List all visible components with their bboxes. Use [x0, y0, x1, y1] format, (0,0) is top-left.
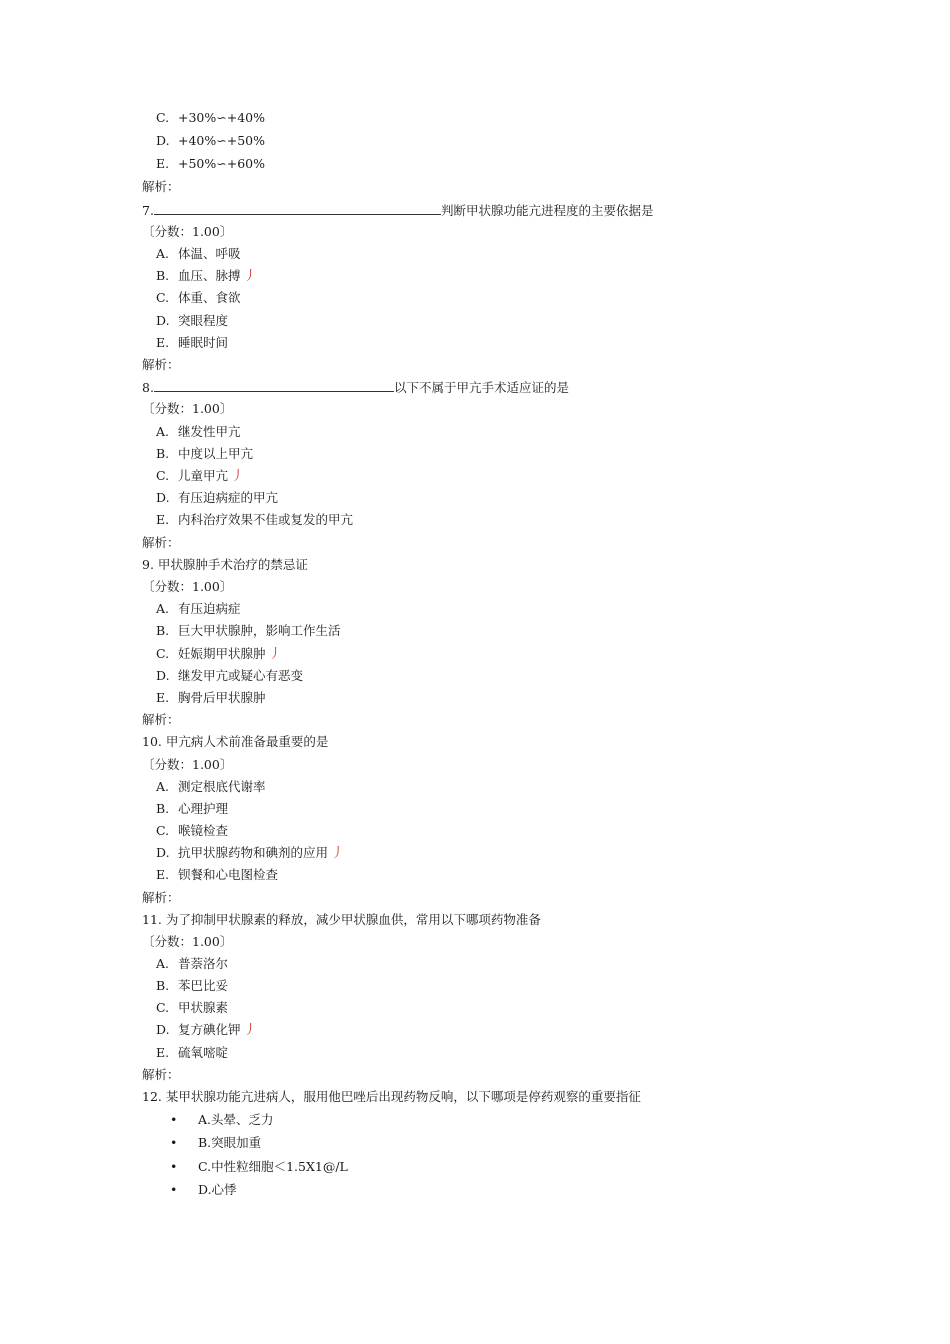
- q6-analysis: 解析：: [142, 179, 180, 194]
- q8-answer-blank: [154, 379, 394, 392]
- bullet-icon: •: [170, 1159, 178, 1174]
- q11-option-e: E. 硫氧嘧啶: [156, 1045, 229, 1060]
- correct-answer-mark: 丿: [231, 469, 245, 484]
- q6-option-e: E. +50%∽+60%: [156, 156, 265, 171]
- q9-option-c: C. 妊娠期甲状腺肿 丿: [156, 646, 282, 662]
- q11-option-a: A. 普萘洛尔: [156, 956, 229, 971]
- q7-analysis: 解析：: [142, 357, 180, 372]
- q7-answer-blank: [154, 202, 441, 215]
- q8-score: 〔分数：1.00〕: [142, 401, 233, 416]
- q9-option-a: A. 有压迫病症: [156, 601, 241, 616]
- q12-option-c: • C.中性粒细胞＜1.5X1@/L: [170, 1159, 348, 1174]
- q10-option-a: A. 测定根底代谢率: [156, 779, 266, 794]
- correct-answer-mark: 丿: [331, 846, 345, 861]
- q7-option-e: E. 睡眠时间: [156, 335, 229, 350]
- q7-stem: 7. 判断甲状腺功能亢进程度的主要依据是: [142, 203, 654, 218]
- q11-option-d: D. 复方碘化钾 丿: [156, 1022, 257, 1038]
- q10-option-c: C. 喉镜检查: [156, 823, 229, 838]
- q7-option-c: C. 体重、食欲: [156, 290, 241, 305]
- q7-option-a: A. 体温、呼吸: [156, 246, 241, 261]
- q11-title: 11. 为了抑制甲状腺素的释放，减少甲状腺血供，常用以下哪项药物准备: [142, 912, 541, 927]
- q10-option-e: E. 钡餐和心电图检查: [156, 867, 279, 882]
- bullet-icon: •: [170, 1135, 178, 1150]
- q8-analysis: 解析：: [142, 535, 180, 550]
- q9-score: 〔分数：1.00〕: [142, 579, 233, 594]
- q9-option-e: E. 胸骨后甲状腺肿: [156, 690, 266, 705]
- q6-option-d: D. +40%∽+50%: [156, 133, 265, 148]
- bullet-icon: •: [170, 1182, 178, 1197]
- q9-title: 9. 甲状腺肿手术治疗的禁忌证: [142, 557, 308, 572]
- correct-answer-mark: 丿: [243, 269, 257, 284]
- q10-option-d: D. 抗甲状腺药物和碘剂的应用 丿: [156, 845, 345, 861]
- q12-option-d: • D.心悸: [170, 1182, 237, 1197]
- q9-analysis: 解析：: [142, 712, 180, 727]
- q8-option-e: E. 内科治疗效果不佳或复发的甲亢: [156, 512, 354, 527]
- correct-answer-mark: 丿: [268, 647, 282, 662]
- q6-option-c: C. +30%∽+40%: [156, 110, 265, 125]
- q11-option-c: C. 甲状腺素: [156, 1000, 229, 1015]
- q9-option-b: B. 巨大甲状腺肿，影响工作生活: [156, 623, 341, 638]
- q10-title: 10. 甲亢病人术前准备最重要的是: [142, 734, 329, 749]
- q12-title: 12. 某甲状腺功能亢进病人，服用他巴唑后出现药物反响，以下哪项是停药观察的重要指征: [142, 1089, 641, 1104]
- q11-analysis: 解析：: [142, 1067, 180, 1082]
- q11-option-b: B. 苯巴比妥: [156, 978, 229, 993]
- q8-option-a: A. 继发性甲亢: [156, 424, 241, 439]
- q10-score: 〔分数：1.00〕: [142, 757, 233, 772]
- q9-option-d: D. 继发甲亢或疑心有恶变: [156, 668, 304, 683]
- q10-option-b: B. 心理护理: [156, 801, 229, 816]
- q12-option-b: • B.突眼加重: [170, 1135, 262, 1150]
- q7-score: 〔分数：1.00〕: [142, 224, 233, 239]
- q8-option-b: B. 中度以上甲亢: [156, 446, 254, 461]
- q7-option-b: B. 血压、脉搏 丿: [156, 268, 257, 284]
- q8-stem: 8. 以下不属于甲亢手术适应证的是: [142, 380, 569, 395]
- q11-score: 〔分数：1.00〕: [142, 934, 233, 949]
- correct-answer-mark: 丿: [243, 1023, 257, 1038]
- q7-option-d: D. 突眼程度: [156, 313, 229, 328]
- bullet-icon: •: [170, 1112, 178, 1127]
- q8-option-d: D. 有压迫病症的甲亢: [156, 490, 279, 505]
- q10-analysis: 解析：: [142, 890, 180, 905]
- q12-option-a: • A.头晕、乏力: [170, 1112, 274, 1127]
- q8-option-c: C. 儿童甲亢 丿: [156, 468, 245, 484]
